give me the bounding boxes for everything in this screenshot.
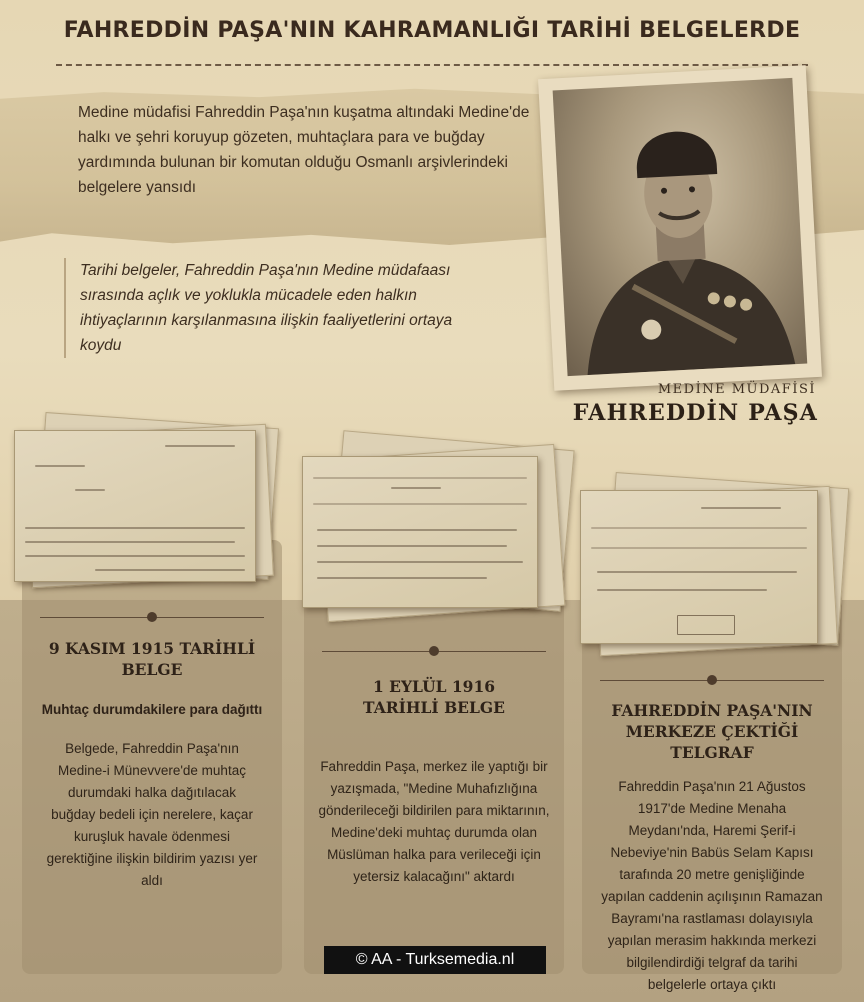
separator-dot	[147, 612, 157, 622]
document-image-2	[296, 430, 576, 630]
copyright-credit: © AA - Turksemedia.nl	[324, 946, 546, 974]
portrait-caption-big: FAHREDDİN PAŞA	[572, 400, 818, 426]
portrait-photo	[553, 78, 808, 376]
script-line	[95, 569, 245, 571]
intro-paragraph: Medine müdafisi Fahreddin Paşa'nın kuşatma altındaki Medine'de halkı ve şehri koruyup gözeten, muhtaçlara para ve buğday yardımında bulunan bir komutan olduğu Osmanlı arşivlerindeki belgelere yansıdı	[78, 104, 530, 196]
script-line	[35, 465, 85, 467]
document-page	[302, 456, 538, 608]
script-line	[165, 445, 235, 447]
script-line	[591, 527, 807, 529]
card-2-body: Fahreddin Paşa, merkez ile yaptığı bir yazışmada, "Medine Muhafızlığına gönderileceği bildirilen para miktarının, Medine'deki muhtaç durumda olan Müslüman halka para verileceği için yetersiz kalacağını" aktardı	[318, 759, 550, 884]
card-1-body: Belgede, Fahreddin Paşa'nın Medine-i Münevvere'de muhtaç durumdaki halka dağıtılacak buğday bedeli için nerelere, kaçar kuruşluk havale ödenmesi gerektiğine ilişkin bildirim yazısı yer aldı	[46, 741, 258, 888]
script-line	[313, 477, 527, 479]
document-image-3	[574, 470, 856, 670]
portrait-frame	[538, 65, 822, 391]
document-page	[580, 490, 818, 644]
script-line	[317, 529, 517, 531]
script-line	[317, 545, 507, 547]
card-3-body: Fahreddin Paşa'nın 21 Ağustos 1917'de Medine Menaha Meydanı'nda, Haremi Şerif-i Nebeviye'nin Babüs Selam Kapısı tarafında 20 metre genişliğinde yapılan caddenin açılışının Ramazan Bayramı'na rastlaması dolayısıyla yapılan merasim hakkında merkezi bilgilendirdiği telgraf da tarihi belgelerle ortaya çıktı	[601, 779, 823, 992]
title-divider	[56, 64, 808, 66]
script-line	[701, 507, 781, 509]
script-line	[75, 489, 105, 491]
card-3-title: FAHREDDİN PAŞA'NIN MERKEZE ÇEKTİĞİ TELGRAF	[611, 701, 813, 762]
script-line	[25, 541, 235, 543]
italic-summary: Tarihi belgeler, Fahreddin Paşa'nın Medine müdafaası sırasında açlık ve yoklukla mücadele eden halkın ihtiyaçlarının karşılanmasına ilişkin faaliyetlerini ortaya koydu	[64, 258, 480, 358]
separator-dot	[707, 675, 717, 685]
script-line	[597, 589, 767, 591]
separator-dot	[429, 646, 439, 656]
script-line	[591, 547, 807, 549]
card-1-subtitle: Muhtaç durumdakilere para dağıttı	[41, 702, 263, 717]
script-line	[677, 615, 735, 635]
card-2-title: 1 EYLÜL 1916 TARİHLİ BELGE	[363, 677, 505, 717]
document-page	[14, 430, 256, 582]
script-line	[25, 555, 245, 557]
script-line	[313, 503, 527, 505]
script-line	[25, 527, 245, 529]
script-line	[391, 487, 441, 489]
document-image-1	[10, 410, 290, 600]
card-1-title: 9 KASIM 1915 TARİHLİ BELGE	[48, 639, 256, 679]
page-title: FAHREDDİN PAŞA'NIN KAHRAMANLIĞI TARİHİ BELGELERDE	[63, 18, 801, 43]
script-line	[597, 571, 797, 573]
script-line	[317, 561, 523, 563]
script-line	[317, 577, 487, 579]
portrait-illustration	[553, 78, 808, 376]
portrait-caption-small: MEDİNE MÜDAFİSİ	[657, 382, 816, 397]
